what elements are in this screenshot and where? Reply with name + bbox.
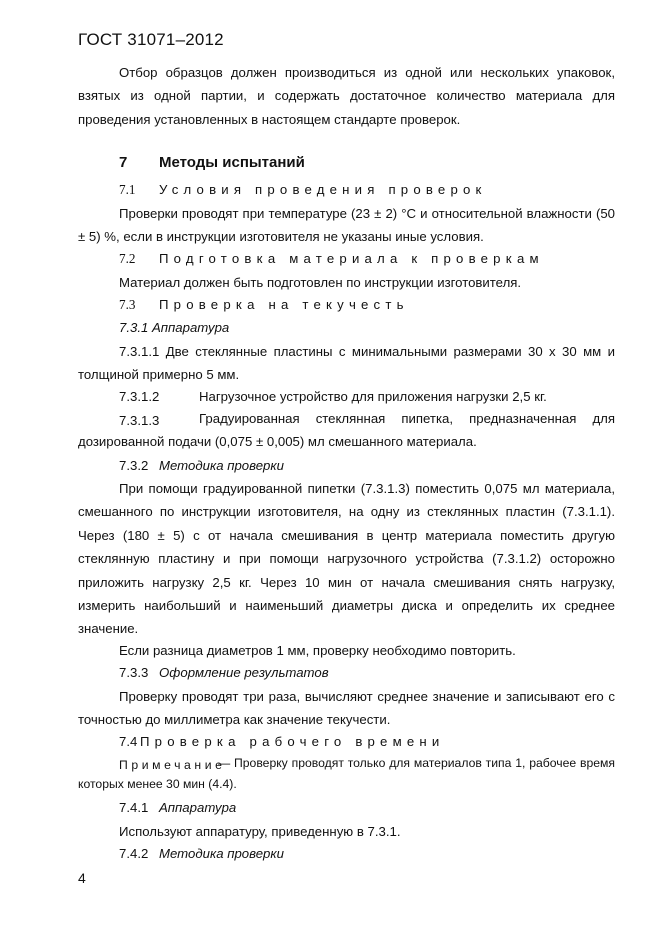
- section-7-4-2-number: 7.4.2: [119, 846, 149, 861]
- section-7-3-1-1-text: 7.3.1.1 Две стеклянные пластины с минимальными размерами 30 х 30 мм и толщиной примерно 5 мм.: [78, 344, 615, 383]
- section-7-1-number: 7.1: [119, 182, 136, 197]
- section-7-title: Методы испытаний: [159, 154, 305, 171]
- section-7-3-1-3-text: Градуированная стеклянная пипетка, предназначенная для дозированной подачи (0,075 ± 0,005) мл смешанного материала.: [78, 411, 615, 450]
- section-7-2-text: Материал должен быть подготовлен по инструкции изготовителя.: [119, 275, 522, 290]
- section-7-1-title: Условия проведения проверок: [159, 182, 487, 197]
- section-7-number: 7: [119, 154, 128, 171]
- section-7-3-title: Проверка на текучесть: [159, 297, 409, 312]
- section-7-1-text: Проверки проводят при температуре (23 ± 2) °С и относительной влажности (50 ± 5) %, если в инструкции изготовителя не указаны иные условия.: [78, 206, 615, 245]
- section-7-3-2-repeat-text: Если разница диаметров 1 мм, проверку необходимо повторить.: [119, 643, 516, 658]
- section-7-4-1-text: Используют аппаратуру, приведенную в 7.3.1.: [119, 824, 401, 839]
- section-7-4-1-number: 7.4.1: [119, 800, 149, 815]
- section-7-3-number: 7.3: [119, 297, 136, 312]
- section-7-2-number: 7.2: [119, 251, 136, 266]
- page-number: 4: [78, 870, 86, 886]
- section-7-3-1-heading: 7.3.1 Аппаратура: [119, 320, 230, 335]
- section-7-3-1-3-number: 7.3.1.3: [119, 413, 160, 428]
- section-7-3-1-2-number: 7.3.1.2: [119, 389, 160, 404]
- note-label: Примечание: [119, 758, 226, 772]
- document-header: ГОСТ 31071–2012: [78, 30, 224, 49]
- section-7-3-3-number: 7.3.3: [119, 665, 149, 680]
- intro-paragraph: Отбор образцов должен производиться из одной или нескольких упаковок, взятых из одной партии, и содержать достаточное количество материала для проведения установленных в настоящем стандарте проверок.: [78, 65, 615, 127]
- section-7-4-title: Проверка рабочего времени: [140, 734, 445, 749]
- section-7-3-2-number: 7.3.2: [119, 458, 149, 473]
- section-7-3-3-text: Проверку проводят три раза, вычисляют среднее значение и записывают его с точностью до миллиметра как значение текучести.: [78, 689, 615, 728]
- section-7-4-1-title: Аппаратура: [159, 800, 237, 815]
- section-7-4-2-title: Методика проверки: [159, 846, 284, 861]
- section-7-3-1-2-text: Нагрузочное устройство для приложения нагрузки 2,5 кг.: [199, 389, 547, 404]
- section-7-2-title: Подготовка материала к проверкам: [159, 251, 544, 266]
- section-7-3-2-method-text: При помощи градуированной пипетки (7.3.1.3) поместить 0,075 мл материала, смешанного по инструкции изготовителя, на одну из стеклянных пластин (7.3.1.1). Через (180 ± 5) с от начала смешивания в центр материала поместить другую стеклянную пластину и при помощи нагрузочного устройства (7.3.1.2) осторожно приложить нагрузку 2,5 кг. Через 10 мин от начала смешивания снять нагрузку, измерить наибольший и наименьший диаметры диска и определить их среднее значение.: [78, 481, 615, 637]
- section-7-3-2-title: Методика проверки: [159, 458, 284, 473]
- section-7-3-3-title: Оформление результатов: [159, 665, 329, 680]
- section-7-4-number: 7.4: [119, 734, 138, 749]
- note-text: — Проверку проводят только для материалов типа 1, рабочее время которых менее 30 мин (4.4).: [78, 756, 615, 791]
